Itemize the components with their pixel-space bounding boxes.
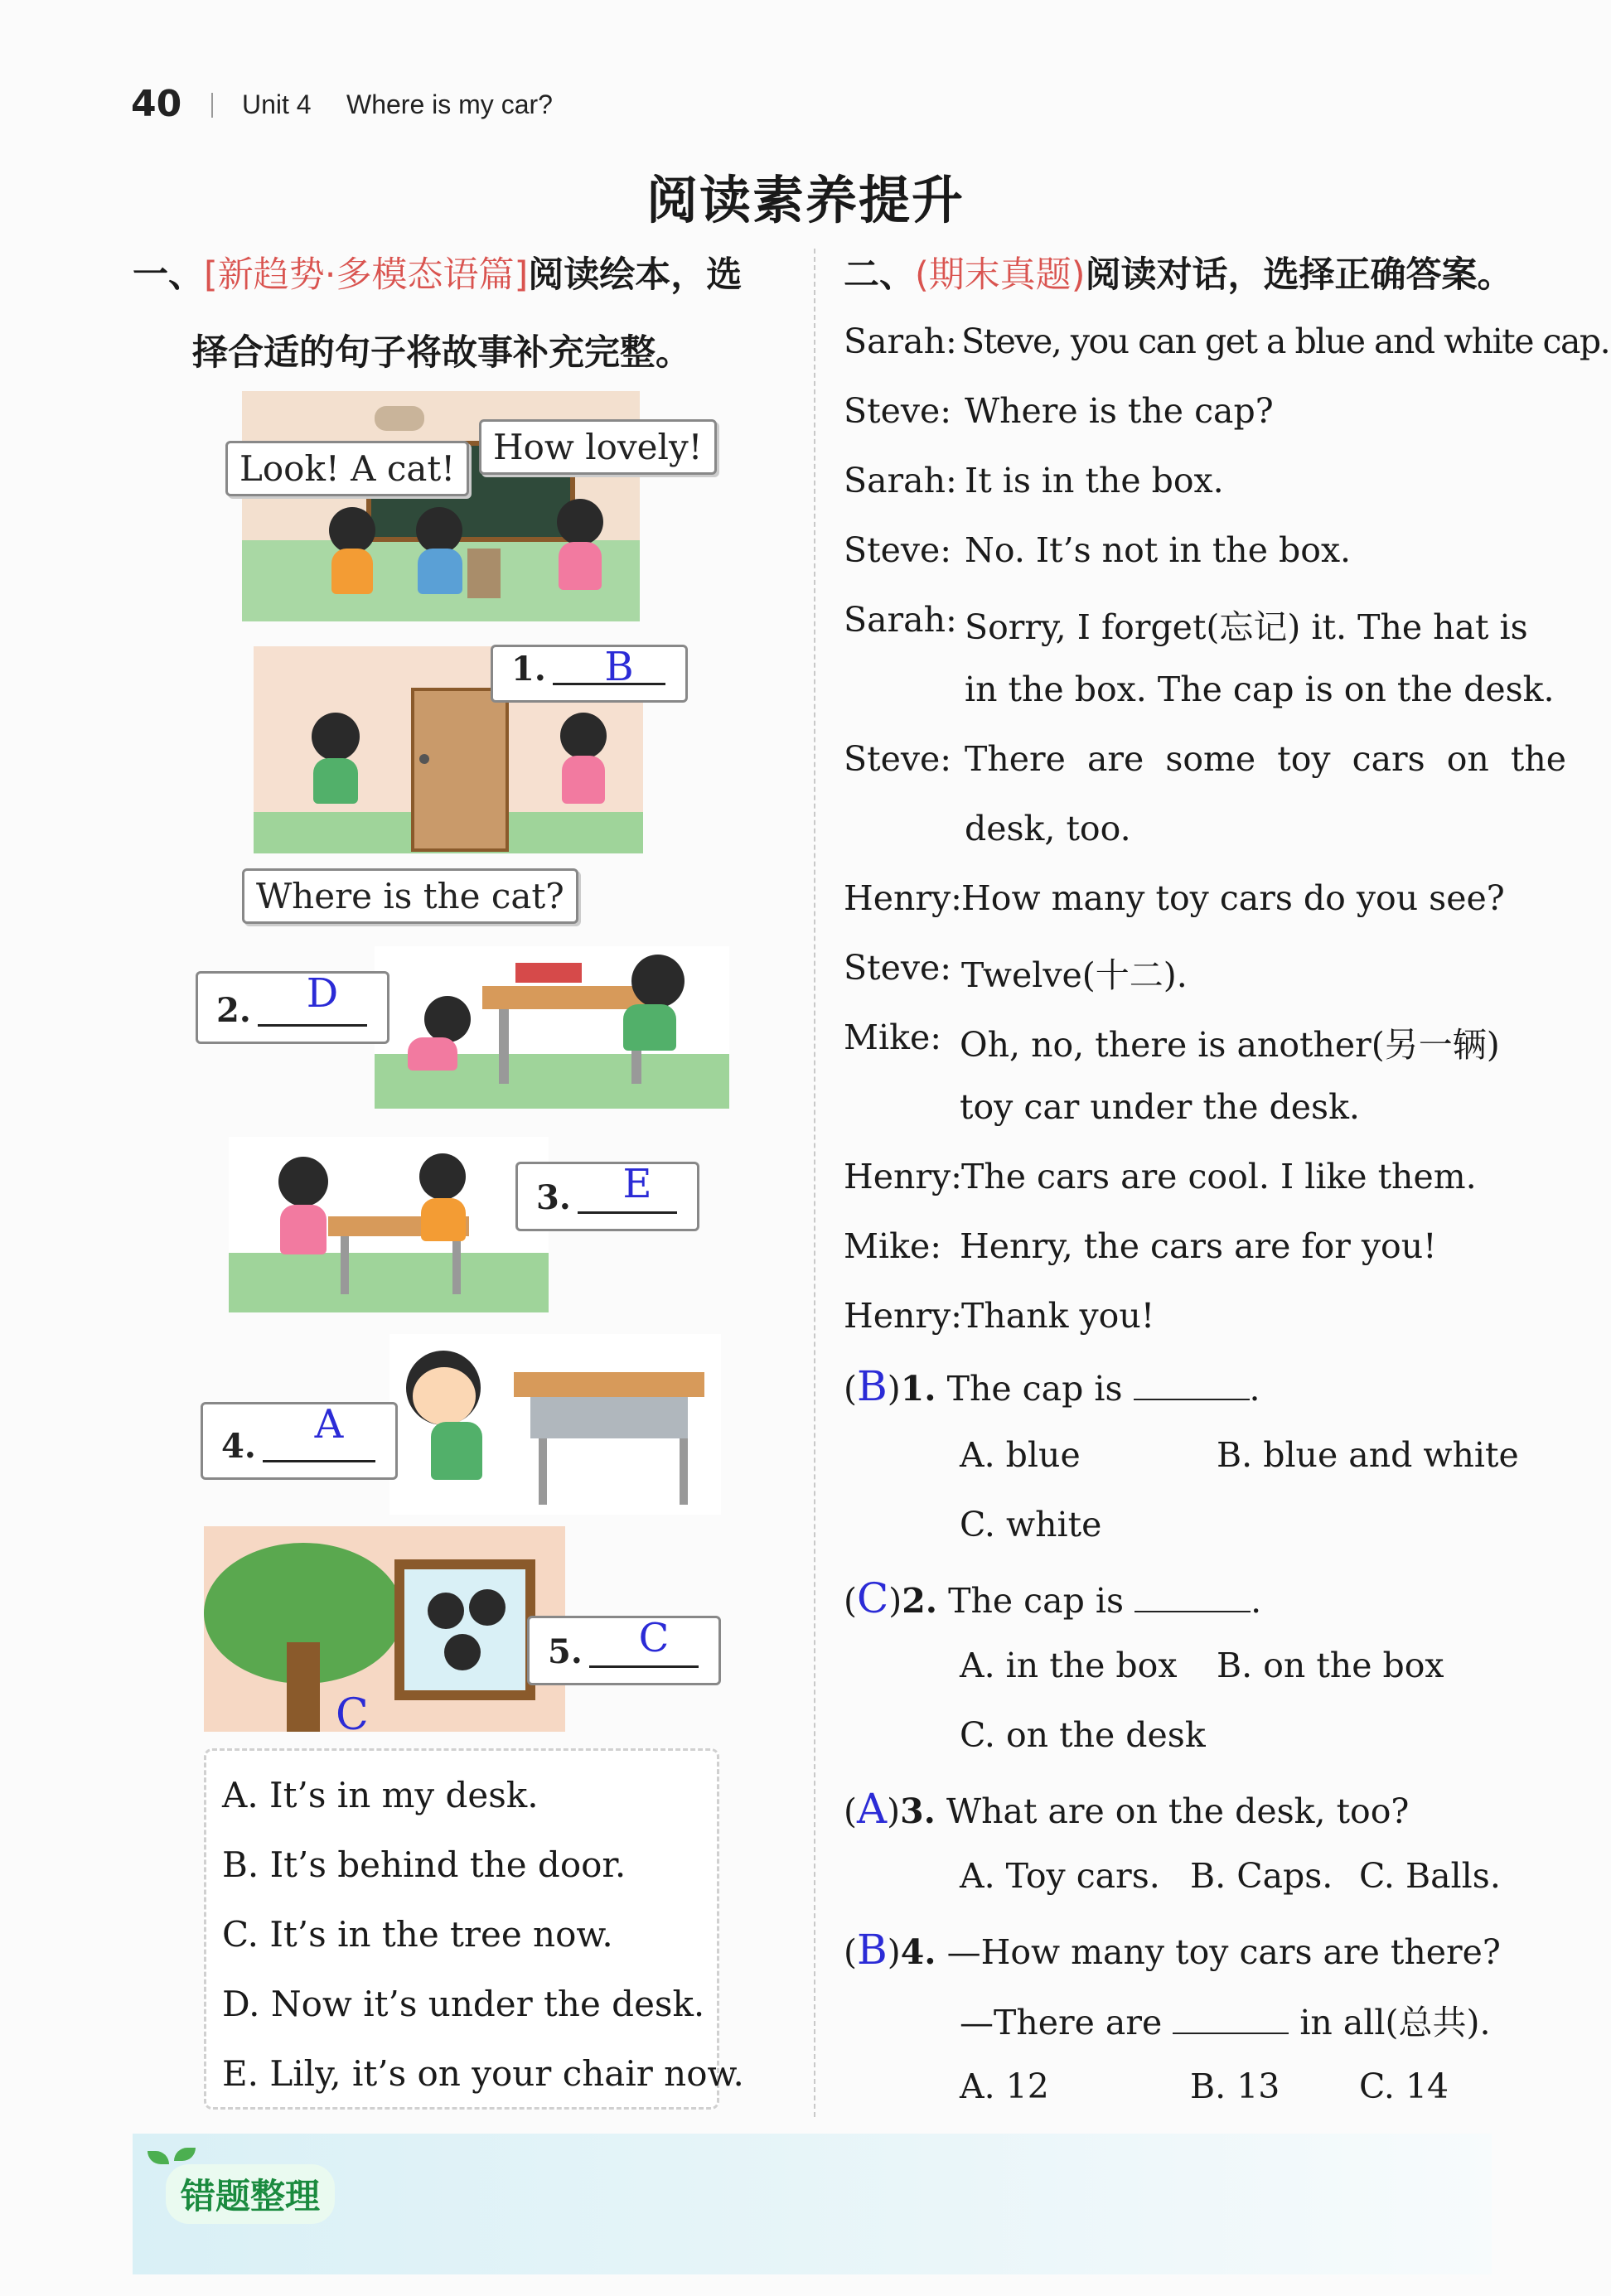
comic-panel-4 [389,1334,721,1515]
option-a: A. It’s in my desk. [222,1775,539,1815]
unit-label: Unit 4 [242,89,312,119]
option-c: C. It’s in the tree now. [222,1914,613,1955]
dialogue-line-8-0: Oh, no, there is another(另一辆) [960,1025,1500,1065]
dialogue-speaker-9: Henry: [844,1157,962,1196]
dialogue-line-0-0: Steve, you can get a blue and white cap. [961,321,1610,361]
answer-4: A [314,1401,344,1448]
option-e: E. Lily, it’s on your chair now. [222,2053,744,2094]
question-3-option-c: C. Balls. [1359,1856,1501,1896]
page-title: 阅读素养提升 [646,170,965,230]
speech-bubble-lovely: How lovely! [479,419,717,475]
dialogue-line-11-0: Thank you! [961,1296,1155,1336]
dialogue-line-4-0: Sorry, I forget(忘记) it. The hat is [965,607,1528,647]
blank [1173,2008,1289,2034]
dialogue-line-10-0: Henry, the cars are for you! [960,1226,1437,1266]
dialogue-line-5-0: There are some toy cars on the [965,739,1567,779]
item-number-3: 3. [536,1178,571,1217]
section1-instruction-2: 择合适的句子将故事补充完整。 [192,332,691,374]
dialogue-speaker-2: Sarah: [844,461,957,500]
speech-bubble-where: Where is the cat? [242,868,578,924]
question-1-option-b: B. blue and white [1217,1435,1519,1475]
column-divider [814,249,815,2117]
comic-panel-5 [204,1526,565,1732]
question-3: (A)3. What are on the desk, too? [844,1785,1410,1833]
section1-instruction: 阅读绘本，选 [528,254,743,296]
section2-prefix: 二、 [844,254,915,296]
speech-bubble-look: Look! A cat! [225,441,469,496]
item-number-1: 1. [511,650,546,689]
section1-tag: [新趋势·多模态语篇] [204,254,529,296]
dialogue-speaker-5: Steve: [844,739,952,779]
header-separator [211,93,213,118]
question-1-answer: B [857,1362,888,1410]
answer-box-5 [527,1616,721,1685]
comic-panel-2 [375,946,729,1109]
answer-box-2 [196,971,389,1044]
dialogue-line-6-0: How many toy cars do you see? [961,878,1505,918]
dialogue-speaker-6: Henry: [844,878,962,918]
dialogue-line-8-1: toy car under the desk. [960,1087,1360,1127]
question-2: (C)2. The cap is . [844,1574,1262,1622]
dialogue-speaker-0: Sarah: [844,321,957,361]
option-b: B. It’s behind the door. [222,1844,626,1885]
footer-title: 错题整理 [166,2164,335,2224]
question-1: (B)1. The cap is . [844,1362,1260,1410]
handwritten-mark: C [336,1690,369,1740]
dialogue-speaker-8: Mike: [844,1017,942,1057]
question-4-option-a: A. 12 [960,2066,1049,2106]
dialogue-line-4-1: in the box. The cap is on the desk. [965,669,1555,709]
dialogue-speaker-4: Sarah: [844,600,957,640]
question-2-option-b: B. on the box [1217,1646,1444,1685]
dialogue-line-3-0: No. It’s not in the box. [965,530,1352,570]
dialogue-line-1-0: Where is the cap? [965,391,1274,431]
answer-box-3 [515,1162,699,1231]
question-3-option-a: A. Toy cars. [960,1856,1160,1896]
section2-heading [844,247,1513,297]
comic-panel-3 [229,1137,549,1312]
page-number: 40 [131,83,182,125]
dialogue-line-7-0: Twelve(十二). [961,955,1188,995]
question-2-answer: C [857,1574,889,1622]
answer-3: E [622,1161,652,1207]
question-4: (B)4. —How many toy cars are there? [844,1926,1501,1974]
section2-tag: (期末真题) [915,254,1086,296]
question-4-option-c: C. 14 [1359,2066,1449,2106]
item-number-5: 5. [548,1632,583,1671]
question-2-option-c: C. on the desk [960,1715,1206,1755]
answer-2: D [306,970,339,1017]
question-3-option-b: B. Caps. [1190,1856,1333,1896]
dialogue-speaker-7: Steve: [844,948,952,988]
question-4-line2: —There are in all(总共). [960,2003,1491,2042]
footer-notes-area [133,2134,1492,2274]
dialogue-speaker-10: Mike: [844,1226,942,1266]
answer-box-1 [491,645,688,703]
question-1-option-a: A. blue [960,1435,1081,1475]
dialogue-line-5-1: desk, too. [965,809,1131,848]
question-4-answer: B [857,1926,888,1974]
answer-5: C [638,1615,670,1661]
item-number-4: 4. [221,1427,256,1466]
dialogue-speaker-3: Steve: [844,530,952,570]
unit-title: Where is my car? [346,89,553,119]
dialogue-line-2-0: It is in the box. [965,461,1224,500]
dialogue-speaker-11: Henry: [844,1296,962,1336]
option-d: D. Now it’s under the desk. [222,1984,705,2024]
question-2-option-a: A. in the box [960,1646,1178,1685]
section1-prefix: 一、 [133,254,204,296]
item-number-2: 2. [216,991,251,1030]
question-1-option-c: C. white [960,1505,1102,1544]
dialogue-line-9-0: The cars are cool. I like them. [961,1157,1477,1196]
answer-box-4 [201,1402,398,1480]
dialogue-speaker-1: Steve: [844,391,952,431]
blank [1134,1586,1251,1612]
blank [1134,1374,1250,1400]
answer-1: B [604,644,634,690]
section1-heading [133,247,742,297]
question-3-answer: A [857,1785,888,1833]
question-4-option-b: B. 13 [1190,2066,1280,2106]
section2-instruction: 阅读对话，选择正确答案。 [1085,254,1513,296]
